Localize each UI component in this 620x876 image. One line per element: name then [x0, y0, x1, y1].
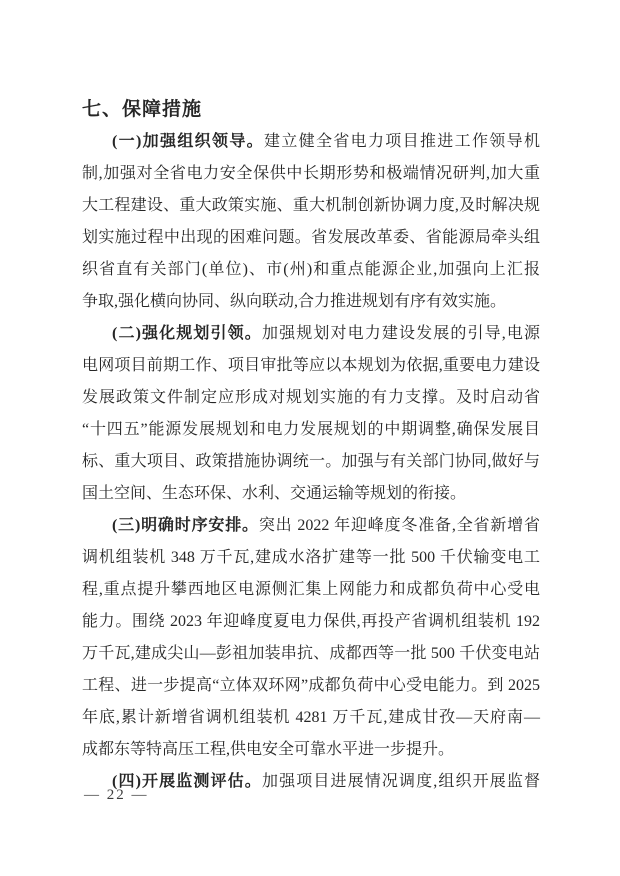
paragraph-line: “十四五”能源发展规划和电力发展规划的中期调整,确保发展目: [82, 421, 540, 438]
page-content: [82, 94, 540, 798]
paragraph-line: 万千瓦,建成尖山—彭祖加装串抗、成都西等一批 500 千伏变电站: [82, 645, 540, 662]
paragraph-line: 国土空间、生态环保、水利、交通运输等规划的衔接。: [82, 485, 467, 502]
paragraph-line: [82, 126, 540, 158]
paragraph-line: 争取,强化横向协同、纵向联动,合力推进规划有序有效实施。: [82, 293, 507, 310]
paragraph-lead: (三)明确时序安排。: [112, 517, 259, 534]
paragraph-line: 年底,累计新增省调机组装机 4281 万千瓦,建成甘孜—天府南—: [82, 709, 540, 726]
paragraph-line: 大工程建设、重大政策实施、重大机制创新协调力度,及时解决规: [82, 197, 540, 214]
paragraph-line: 织省直有关部门(单位)、市(州)和重点能源企业,加强向上汇报: [82, 261, 540, 278]
paragraph-line: 工程、进一步提高“立体双环网”成都负荷中心受电能力。到 2025: [82, 677, 540, 694]
paragraph-line: 电网项目前期工作、项目审批等应以本规划为依据,重要电力建设: [82, 357, 540, 374]
paragraph-1: [82, 126, 540, 318]
paragraph-line: 能力。围绕 2023 年迎峰度夏电力保供,再投产省调机组装机 192: [82, 613, 540, 630]
paragraph-text: 建立健全省电力项目推进工作领导机: [263, 133, 540, 150]
paragraph-text: 加强规划对电力建设发展的引导,电源: [261, 325, 540, 342]
paragraph-line: 调机组装机 348 万千瓦,建成水洛扩建等一批 500 千伏输变电工: [82, 549, 540, 566]
paragraph-text: 加强项目进展情况调度,组织开展监督: [261, 773, 540, 790]
page-number: — 22 —: [84, 787, 149, 803]
paragraph-line: 程,重点提升攀西地区电源侧汇集上网能力和成都负荷中心受电: [82, 581, 540, 598]
paragraph-text: 突出 2022 年迎峰度冬准备,全省新增省: [258, 517, 540, 534]
paragraph-line: 标、重大项目、政策措施协调统一。加强与有关部门协同,做好与: [82, 453, 540, 470]
paragraph-line: [82, 510, 540, 542]
paragraph-line: [82, 318, 540, 350]
section-heading: 七、保障措施: [82, 99, 203, 120]
paragraph-4: [82, 766, 540, 798]
paragraph-line: 发展政策文件制定应形成对规划实施的有力支撑。及时启动省: [82, 389, 540, 406]
paragraph-line: [82, 766, 540, 798]
paragraph-3: [82, 510, 540, 766]
paragraph-lead: (一)加强组织领导。: [112, 133, 264, 150]
paragraph-line: 划实施过程中出现的困难问题。省发展改革委、省能源局牵头组: [82, 229, 540, 246]
paragraph-line: 成都东等特高压工程,供电安全可靠水平进一步提升。: [82, 741, 455, 758]
paragraph-2: [82, 318, 540, 510]
paragraph-lead: (四)开展监测评估。: [112, 773, 262, 790]
paragraph-line: 制,加强对全省电力安全保供中长期形势和极端情况研判,加大重: [82, 165, 540, 182]
paragraph-lead: (二)强化规划引领。: [112, 325, 262, 342]
